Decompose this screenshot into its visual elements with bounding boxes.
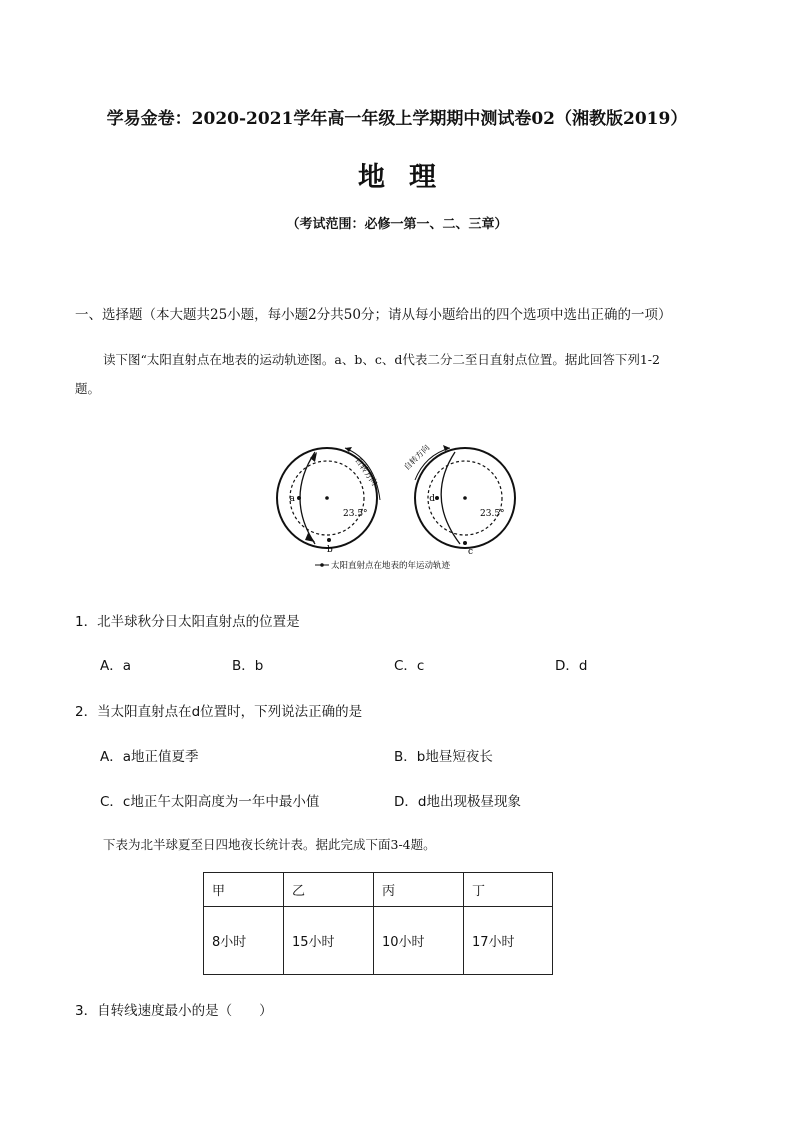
question-1-stem: 1．北半球秋分日太阳直射点的位置是 (75, 614, 300, 630)
reading-intro-line1: 读下图“太阳直射点在地表的运动轨迹图。a、b、c、d代表二分二至日直射点位置。据此回答下列1-2 (103, 352, 660, 367)
q1-option-b[interactable]: B．b (232, 658, 264, 674)
right-globe (402, 442, 515, 557)
table-cell: 17小时 (464, 907, 553, 975)
q1-option-d[interactable]: D．d (555, 658, 588, 674)
legend-text: 太阳直射点在地表的年运动轨迹 (331, 561, 451, 571)
point-label-a: a (289, 494, 295, 504)
left-globe (277, 447, 380, 555)
table-cell: 10小时 (374, 907, 464, 975)
table-header-cell: 丙 (374, 873, 464, 907)
subject-title: 地理 (358, 162, 460, 193)
table-header-cell: 甲 (204, 873, 284, 907)
point-label-d: d (429, 494, 435, 504)
angle-label-right: 23.5° (480, 509, 505, 519)
question-3-stem: 3．自转线速度最小的是（ ） (75, 1003, 273, 1019)
section-heading: 一、选择题（本大题共25小题，每小题2分共50分；请从每小题给出的四个选项中选出正确的一项） (75, 307, 672, 323)
table-row (204, 907, 553, 975)
reading-intro-line2: 题。 (75, 381, 101, 396)
table-cell: 15小时 (284, 907, 374, 975)
table-header-cell: 乙 (284, 873, 374, 907)
table-intro: 下表为北半球夏至日四地夜长统计表。据此完成下面3-4题。 (103, 837, 436, 852)
q2-option-d[interactable]: D．d地出现极昼现象 (394, 794, 521, 810)
sun-path-figure (275, 430, 525, 575)
rotation-label-left: 自转方向 (353, 455, 380, 488)
q2-option-b[interactable]: B．b地昼短夜长 (394, 749, 493, 765)
q2-option-c[interactable]: C．c地正午太阳高度为一年中最小值 (100, 794, 320, 810)
q1-option-c[interactable]: C．c (394, 658, 425, 674)
rotation-label-right: 自转方向 (402, 443, 432, 473)
table-header-cell: 丁 (464, 873, 553, 907)
night-length-table (203, 872, 553, 975)
question-2-stem: 2．当太阳直射点在d位置时，下列说法正确的是 (75, 704, 363, 720)
figure-legend (315, 560, 451, 571)
reading-intro (75, 345, 725, 403)
point-label-b: b (327, 545, 333, 555)
table-cell: 8小时 (204, 907, 284, 975)
exam-scope: （考试范围：必修一第一、二、三章） (286, 217, 508, 232)
point-label-c: c (468, 547, 474, 557)
angle-label-left: 23.5° (343, 509, 368, 519)
q2-option-a[interactable]: A．a地正值夏季 (100, 749, 199, 765)
exam-title: 学易金卷：2020-2021学年高一年级上学期期中测试卷02（湘教版2019） (106, 109, 688, 129)
q1-option-a[interactable]: A．a (100, 658, 132, 674)
table-header-row (204, 873, 553, 907)
